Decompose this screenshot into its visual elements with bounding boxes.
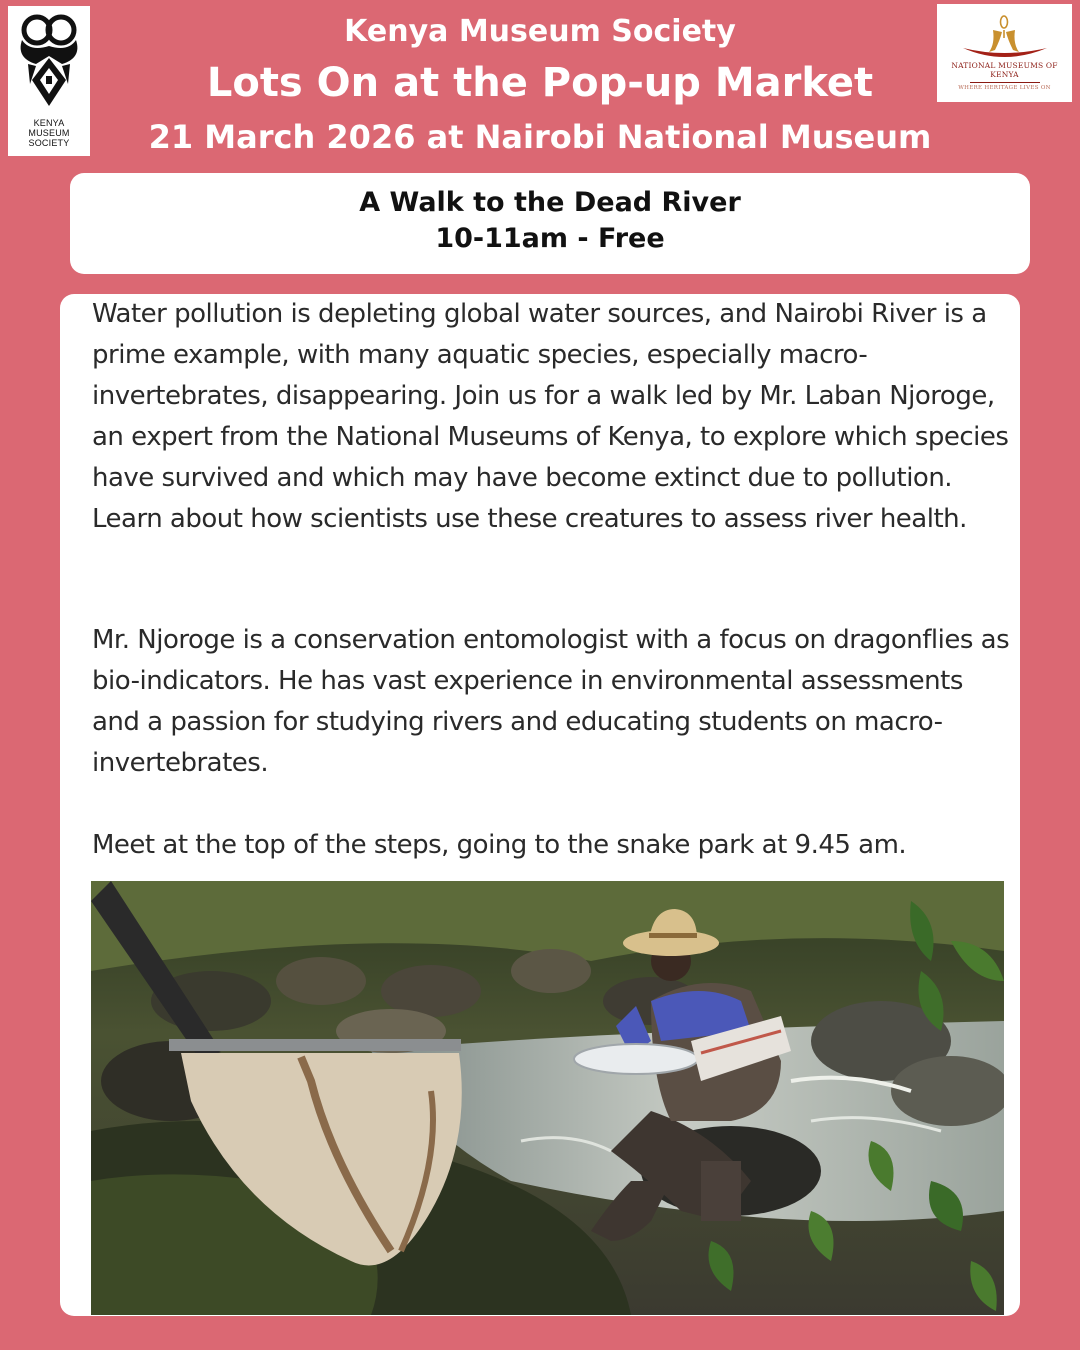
river-sampling-photo: [91, 881, 1004, 1315]
nmk-logo-divider: [970, 82, 1040, 83]
speaker-bio-paragraph: Mr. Njoroge is a conservation entomologist with a focus on dragonflies as bio-indicators. He has vast experience in environmental assessments and a passion for studying rivers and educating students on macro-invertebrates.: [92, 625, 1010, 778]
page-title: Lots On at the Pop-up Market: [206, 60, 874, 106]
organization-name: Kenya Museum Society: [344, 14, 736, 49]
event-name: A Walk to the Dead River: [359, 187, 741, 218]
kms-logo-line: SOCIETY: [28, 138, 70, 148]
nmk-logo-name: NATIONAL MUSEUMS OF KENYA: [951, 61, 1058, 79]
river-scene-illustration: [91, 881, 1004, 1315]
event-time-price: 10-11am - Free: [435, 223, 665, 254]
national-museums-of-kenya-logo: [937, 4, 1072, 102]
kms-logo-line: KENYA: [33, 118, 65, 128]
nmk-logo-tagline: WHERE HERITAGE LIVES ON: [958, 85, 1051, 91]
event-date-venue: 21 March 2026 at Nairobi National Museum: [148, 118, 932, 156]
event-description-panel: [60, 294, 1020, 1316]
nmk-emblem-icon: [937, 4, 1072, 64]
kenya-museum-society-logo: [8, 6, 90, 156]
event-title-box: [70, 173, 1030, 274]
meeting-point-paragraph: Meet at the top of the steps, going to the snake park at 9.45 am.: [92, 830, 907, 860]
kms-emblem-icon: [8, 6, 90, 118]
description-paragraph: Water pollution is depleting global water sources, and Nairobi River is a prime example, with many aquatic species, especially macro-invertebrates, disappearing. Join us for a walk led by Mr. Laban Njoroge, an expert from the National Museums of Kenya, to explore which species have survived and which may have become extinct due to pollution. Learn about how scientists use these creatures to assess river health.: [92, 299, 1009, 534]
kms-logo-line: MUSEUM: [28, 128, 70, 138]
